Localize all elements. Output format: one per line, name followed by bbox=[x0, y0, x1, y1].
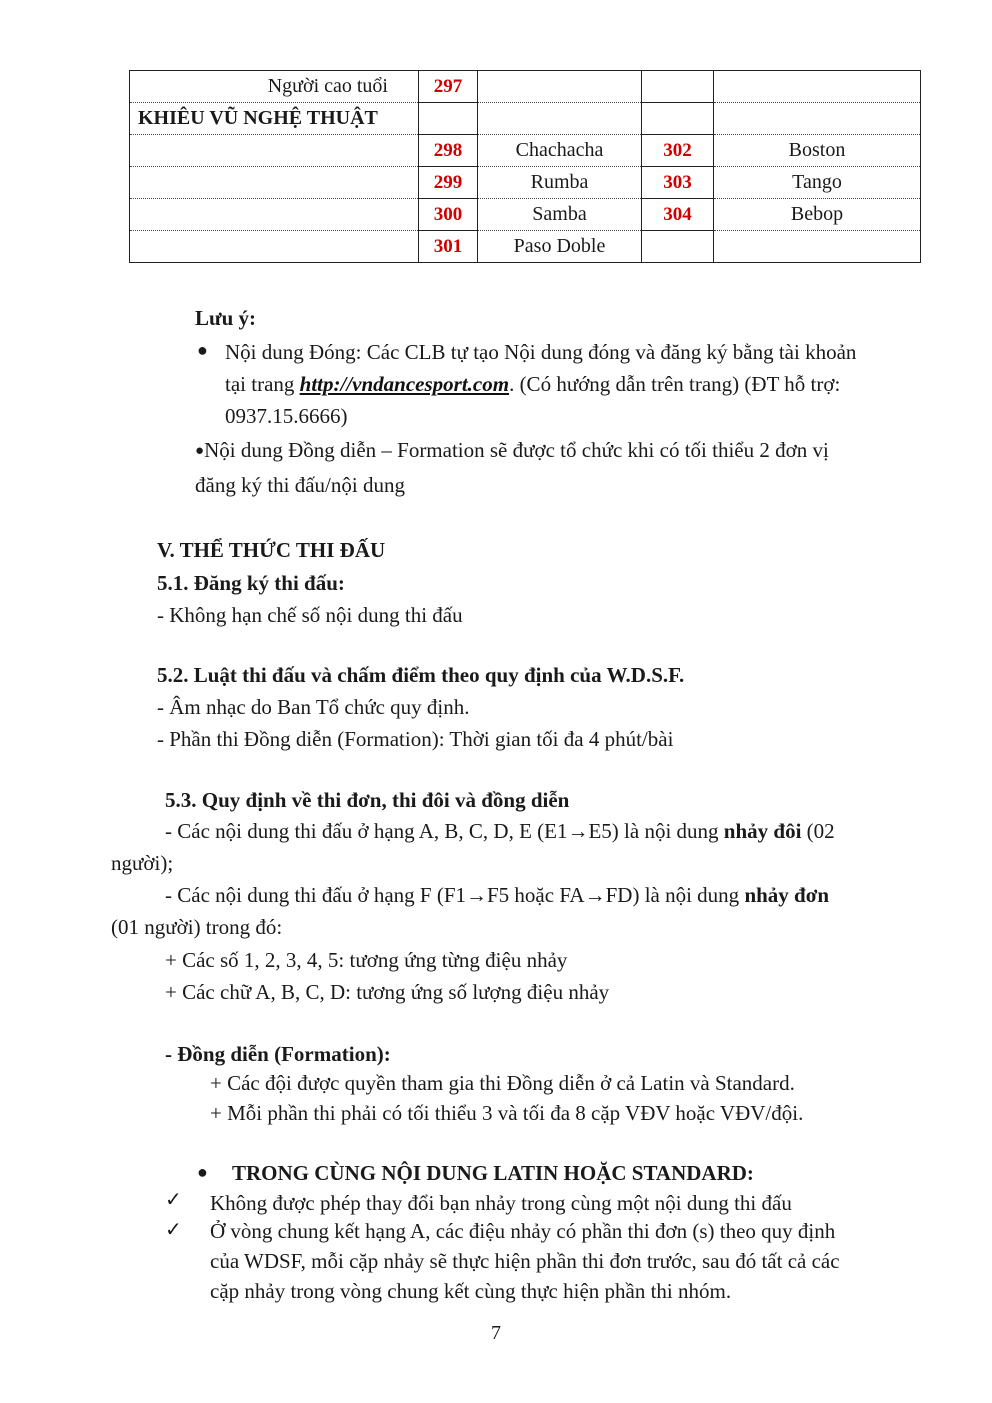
paragraph-bold: nhảy đơn bbox=[744, 883, 830, 907]
bullet-icon: ● bbox=[195, 443, 205, 459]
dance-name: Bebop bbox=[714, 199, 921, 231]
paragraph-line bbox=[165, 815, 835, 847]
note-bullet-1 bbox=[225, 336, 856, 432]
check-line: của WDSF, mỗi cặp nhảy sẽ thực hiện phần thi đơn trước, sau đó tất cả các bbox=[210, 1249, 840, 1273]
empty-cell bbox=[130, 135, 419, 167]
paragraph-text: - Các nội dung thi đấu ở hạng A, B, C, D, E (E1→E5) là nội dung bbox=[165, 819, 724, 843]
formation-title: - Đồng diễn (Formation): bbox=[165, 1042, 391, 1066]
table-row bbox=[130, 167, 921, 199]
subsection-5-2-title: 5.2. Luật thi đấu và chấm điểm theo quy định của W.D.S.F. bbox=[157, 663, 685, 687]
subsection-5-2-line: - Âm nhạc do Ban Tổ chức quy định. bbox=[157, 695, 470, 719]
check-item: Không được phép thay đổi bạn nhảy trong cùng một nội dung thi đấu bbox=[210, 1191, 792, 1215]
empty-cell bbox=[714, 71, 921, 103]
check-item bbox=[210, 1216, 840, 1306]
dance-name: Paso Doble bbox=[478, 231, 642, 263]
note-text: Nội dung Đồng diễn – Formation sẽ được tổ chức khi có tối thiểu 2 đơn vị bbox=[204, 438, 829, 462]
event-code bbox=[642, 231, 714, 263]
paragraph-text: - Các nội dung thi đấu ở hạng F (F1→F5 hoặc FA→FD) là nội dung bbox=[165, 883, 745, 907]
event-code: 303 bbox=[642, 167, 714, 199]
empty-cell bbox=[642, 103, 714, 135]
dance-name: Samba bbox=[478, 199, 642, 231]
table-row bbox=[130, 135, 921, 167]
note-bullet-2 bbox=[195, 434, 829, 501]
empty-cell bbox=[714, 103, 921, 135]
table-row bbox=[130, 231, 921, 263]
paragraph-line: người); bbox=[111, 851, 174, 875]
check-line: Ở vòng chung kết hạng A, các điệu nhảy có phần thi đơn (s) theo quy định bbox=[210, 1219, 836, 1243]
subsection-5-3-title: 5.3. Quy định về thi đơn, thi đôi và đồng diễn bbox=[165, 788, 570, 812]
bullet-icon: ● bbox=[197, 340, 208, 360]
event-code: 297 bbox=[419, 71, 478, 103]
category-name: Người cao tuổi bbox=[130, 71, 419, 103]
paragraph-bold: nhảy đôi bbox=[723, 819, 802, 843]
empty-cell bbox=[130, 167, 419, 199]
subsection-5-1-text: - Không hạn chế số nội dung thi đấu bbox=[157, 603, 463, 627]
note-line: Nội dung Đóng: Các CLB tự tạo Nội dung đóng và đăng ký bằng tài khoản bbox=[225, 340, 857, 364]
empty-cell bbox=[130, 231, 419, 263]
dance-name: Boston bbox=[714, 135, 921, 167]
check-icon: ✓ bbox=[165, 1189, 182, 1211]
event-code: 299 bbox=[419, 167, 478, 199]
dance-name: Rumba bbox=[478, 167, 642, 199]
subsection-5-1-title: 5.1. Đăng ký thi đấu: bbox=[157, 571, 345, 595]
paragraph-text: (02 bbox=[801, 819, 835, 843]
paragraph-line bbox=[165, 879, 829, 911]
table-row bbox=[130, 103, 921, 135]
page-number: 7 bbox=[491, 1322, 501, 1344]
note-line bbox=[225, 368, 856, 400]
dance-codes-table bbox=[129, 70, 921, 263]
paragraph-line: (01 người) trong đó: bbox=[111, 915, 283, 939]
subsection-5-2-line: - Phần thi Đồng diễn (Formation): Thời gian tối đa 4 phút/bài bbox=[157, 727, 674, 751]
empty-cell bbox=[130, 199, 419, 231]
latin-standard-title: TRONG CÙNG NỘI DUNG LATIN HOẶC STANDARD: bbox=[232, 1161, 754, 1185]
bullet-icon: ● bbox=[197, 1162, 208, 1182]
empty-cell bbox=[419, 103, 478, 135]
note-text: tại trang bbox=[225, 372, 300, 396]
dance-name: Chachacha bbox=[478, 135, 642, 167]
table-row bbox=[130, 199, 921, 231]
empty-cell bbox=[478, 71, 642, 103]
plus-line: + Các chữ A, B, C, D: tương ứng số lượng điệu nhảy bbox=[165, 980, 610, 1004]
dance-name: Tango bbox=[714, 167, 921, 199]
note-line: 0937.15.6666) bbox=[225, 404, 348, 428]
formation-line: + Các đội được quyền tham gia thi Đồng diễn ở cả Latin và Standard. bbox=[210, 1071, 795, 1095]
empty-cell bbox=[478, 103, 642, 135]
empty-cell bbox=[642, 71, 714, 103]
event-code: 301 bbox=[419, 231, 478, 263]
event-code: 302 bbox=[642, 135, 714, 167]
note-line: đăng ký thi đấu/nội dung bbox=[195, 473, 405, 497]
website-link[interactable]: http://vndancesport.com bbox=[299, 372, 510, 396]
note-title: Lưu ý: bbox=[195, 306, 257, 330]
check-line: cặp nhảy trong vòng chung kết cùng thực hiện phần thi nhóm. bbox=[210, 1279, 732, 1303]
event-code: 300 bbox=[419, 199, 478, 231]
event-code: 298 bbox=[419, 135, 478, 167]
event-code: 304 bbox=[642, 199, 714, 231]
category-heading: KHIÊU VŨ NGHỆ THUẬT bbox=[130, 103, 419, 135]
table-row bbox=[130, 71, 921, 103]
check-icon: ✓ bbox=[165, 1219, 182, 1241]
formation-line: + Mỗi phần thi phải có tối thiểu 3 và tối đa 8 cặp VĐV hoặc VĐV/đội. bbox=[210, 1101, 804, 1125]
section-title: V. THỂ THỨC THI ĐẤU bbox=[157, 538, 386, 562]
note-line bbox=[195, 434, 829, 469]
plus-line: + Các số 1, 2, 3, 4, 5: tương ứng từng điệu nhảy bbox=[165, 948, 568, 972]
dance-name bbox=[714, 231, 921, 263]
note-text: . (Có hướng dẫn trên trang) (ĐT hỗ trợ: bbox=[509, 372, 841, 396]
